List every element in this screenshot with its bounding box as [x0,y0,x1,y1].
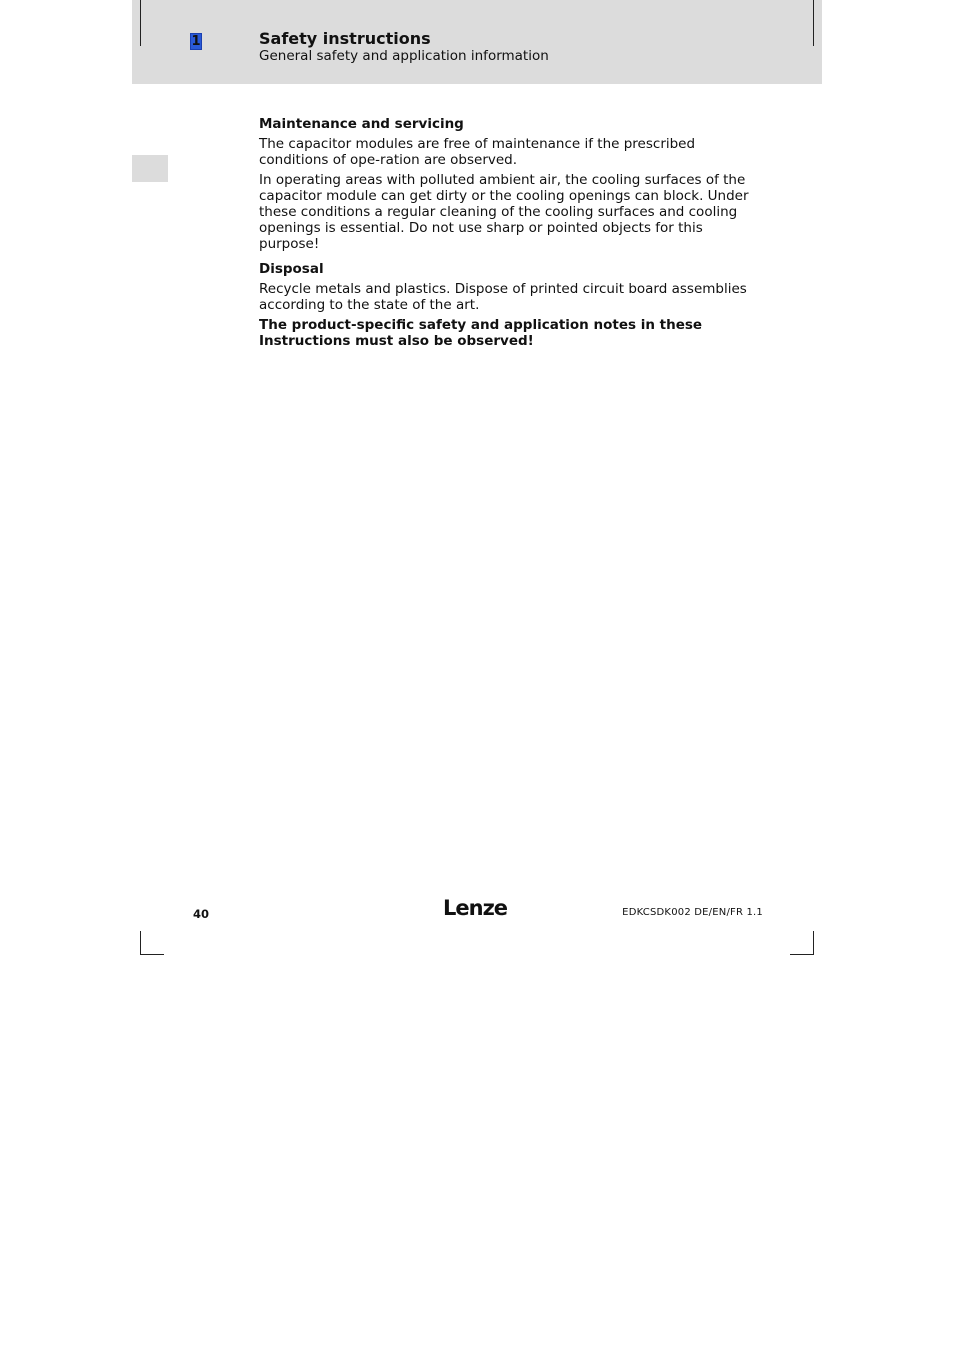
disposal-heading: Disposal [259,261,324,277]
document-id: EDKCSDK002 DE/EN/FR 1.1 [622,907,763,918]
maintenance-paragraph-2: In operating areas with polluted ambient air, the cooling surfaces of the capacitor module can get dirty or the cooling openings can block. Under these conditions a regular cleaning of the cooling surfaces and cooling openings is essential. Do not use sharp or pointed objects for this purpose! [259,172,749,252]
crop-mark-top-right [813,0,814,46]
lenze-logo: Lenze [443,896,508,920]
header-band [132,0,822,84]
crop-mark-bottom-left-vertical [140,931,141,955]
maintenance-paragraph-1: The capacitor modules are free of maintenance if the prescribed conditions of ope-ration are observed. [259,136,696,168]
page-number: 40 [193,907,210,921]
page-subtitle: General safety and application information [259,48,549,64]
page-title: Safety instructions [259,29,431,48]
chapter-number-tab[interactable]: 1 [191,34,201,49]
margin-tab [132,155,168,182]
final-safety-note: The product-specific safety and application notes in these Instructions must also be observed! [259,317,703,349]
crop-mark-bottom-left-horizontal [140,954,164,955]
maintenance-heading: Maintenance and servicing [259,116,464,132]
crop-mark-bottom-right-vertical [813,931,814,955]
crop-mark-top-left [140,0,141,46]
disposal-paragraph: Recycle metals and plastics. Dispose of printed circuit board assemblies according to the state of the art. [259,281,747,313]
crop-mark-bottom-right-horizontal [790,954,814,955]
main-content [259,116,763,353]
